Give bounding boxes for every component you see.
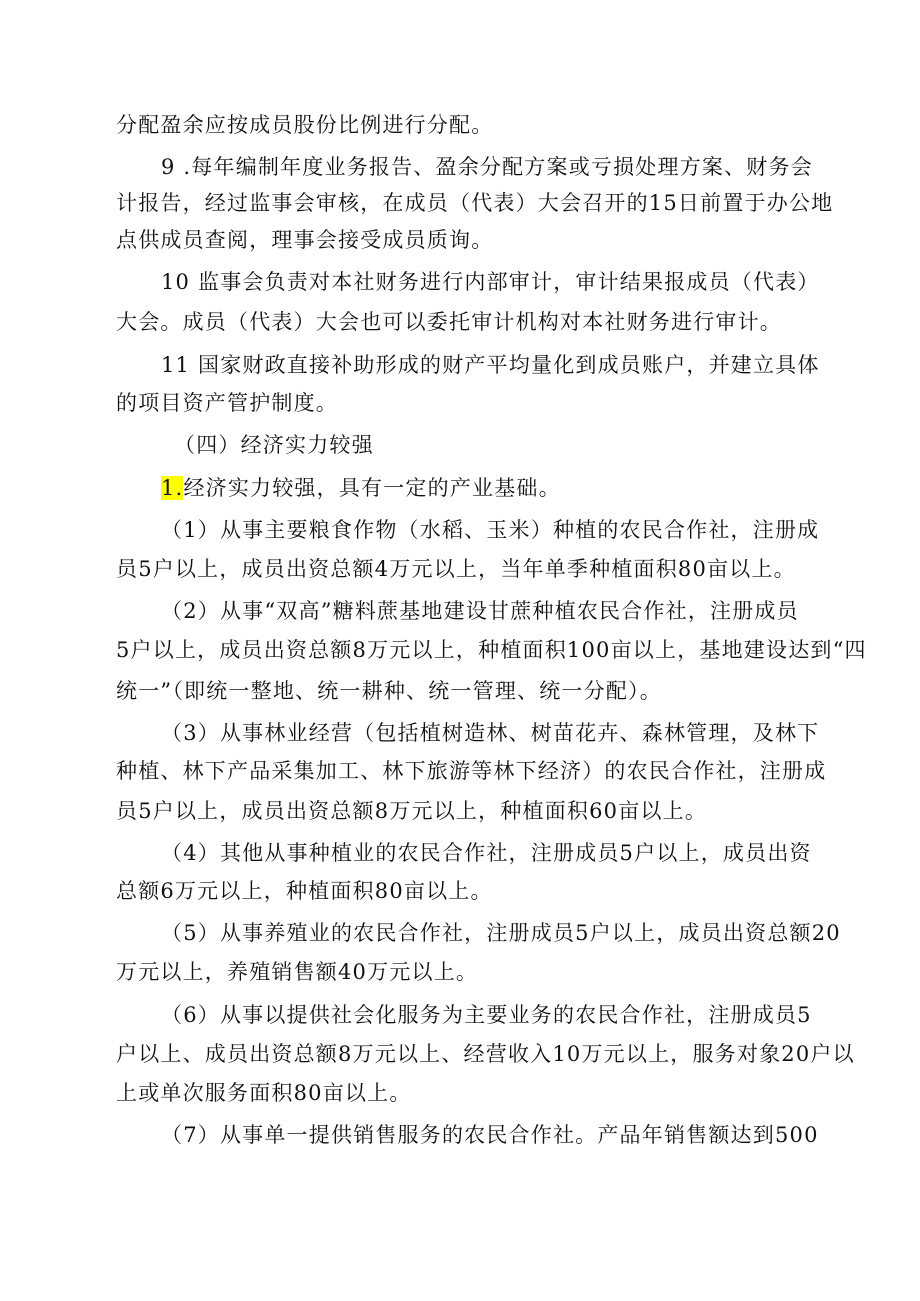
item-2-line-1: （2）从事“双高”糖料蔗基地建设甘蔗种植农民合作社，注册成员: [161, 599, 799, 623]
item-3-line-1: （3）从事林业经营（包括植树造林、树苗花卉、森林管理，及林下: [161, 721, 820, 745]
item-3-line-2: 种植、林下产品采集加工、林下旅游等林下经济）的农民合作社，注册成: [116, 759, 827, 783]
section-heading: （四）经济实力较强: [174, 433, 374, 457]
paragraph-line: 分配盈余应按成员股份比例进行分配。: [116, 113, 494, 137]
item-1-line-2: 员5户以上，成员出资总额4万元以上，当年单季种植面积80亩以上。: [116, 557, 796, 581]
item-7-line-1: （7）从事单一提供销售服务的农民合作社。产品年销售额达到500: [161, 1123, 819, 1147]
item-5-line-1: （5）从事养殖业的农民合作社，注册成员5户以上，成员出资总额20: [161, 921, 841, 945]
item-10-line-1: 10 监事会负责对本社财务进行内部审计，审计结果报成员（代表）: [161, 270, 820, 294]
item-2-line-3: 统一”（即统一整地、统一耕种、统一管理、统一分配）。: [116, 679, 662, 703]
item-10-line-2: 大会。成员（代表）大会也可以委托审计机构对本社财务进行审计。: [116, 310, 782, 334]
item-9-line-2: 计报告，经过监事会审核，在成员（代表）大会召开的15日前置于办公地: [116, 191, 834, 215]
item-2-line-2: 5户以上，成员出资总额8万元以上，种植面积100亩以上，基地建设达到“四: [116, 638, 867, 662]
subsection-title: 经济实力较强，具有一定的产业基础。: [183, 476, 561, 500]
item-5-line-2: 万元以上，养殖销售额40万元以上。: [116, 960, 479, 984]
item-4-line-1: （4）其他从事种植业的农民合作社，注册成员5户以上，成员出资: [161, 841, 812, 865]
item-3-line-3: 员5户以上，成员出资总额8万元以上，种植面积60亩以上。: [116, 799, 708, 823]
item-11-line-1: 11 国家财政直接补助形成的财产平均量化到成员账户，并建立具体: [161, 353, 820, 377]
item-1-line-1: （1）从事主要粮食作物（水稻、玉米）种植的农民合作社，注册成: [161, 518, 820, 542]
highlighted-number: 1.: [161, 476, 184, 500]
item-11-line-2: 的项目资产管护制度。: [116, 391, 338, 415]
item-9-line-1: 9 .每年编制年度业务报告、盈余分配方案或亏损处理方案、财务会: [161, 155, 813, 179]
item-6-line-2: 户以上、成员出资总额8万元以上、经营收入10万元以上，服务对象20户以: [116, 1042, 855, 1066]
item-6-line-1: （6）从事以提供社会化服务为主要业务的农民合作社，注册成员5: [161, 1003, 812, 1027]
item-4-line-2: 总额6万元以上，种植面积80亩以上。: [116, 879, 493, 903]
item-9-line-3: 点供成员查阅，理事会接受成员质询。: [116, 228, 494, 252]
subsection-heading: [161, 474, 561, 502]
item-6-line-3: 上或单次服务面积80亩以上。: [116, 1081, 412, 1105]
